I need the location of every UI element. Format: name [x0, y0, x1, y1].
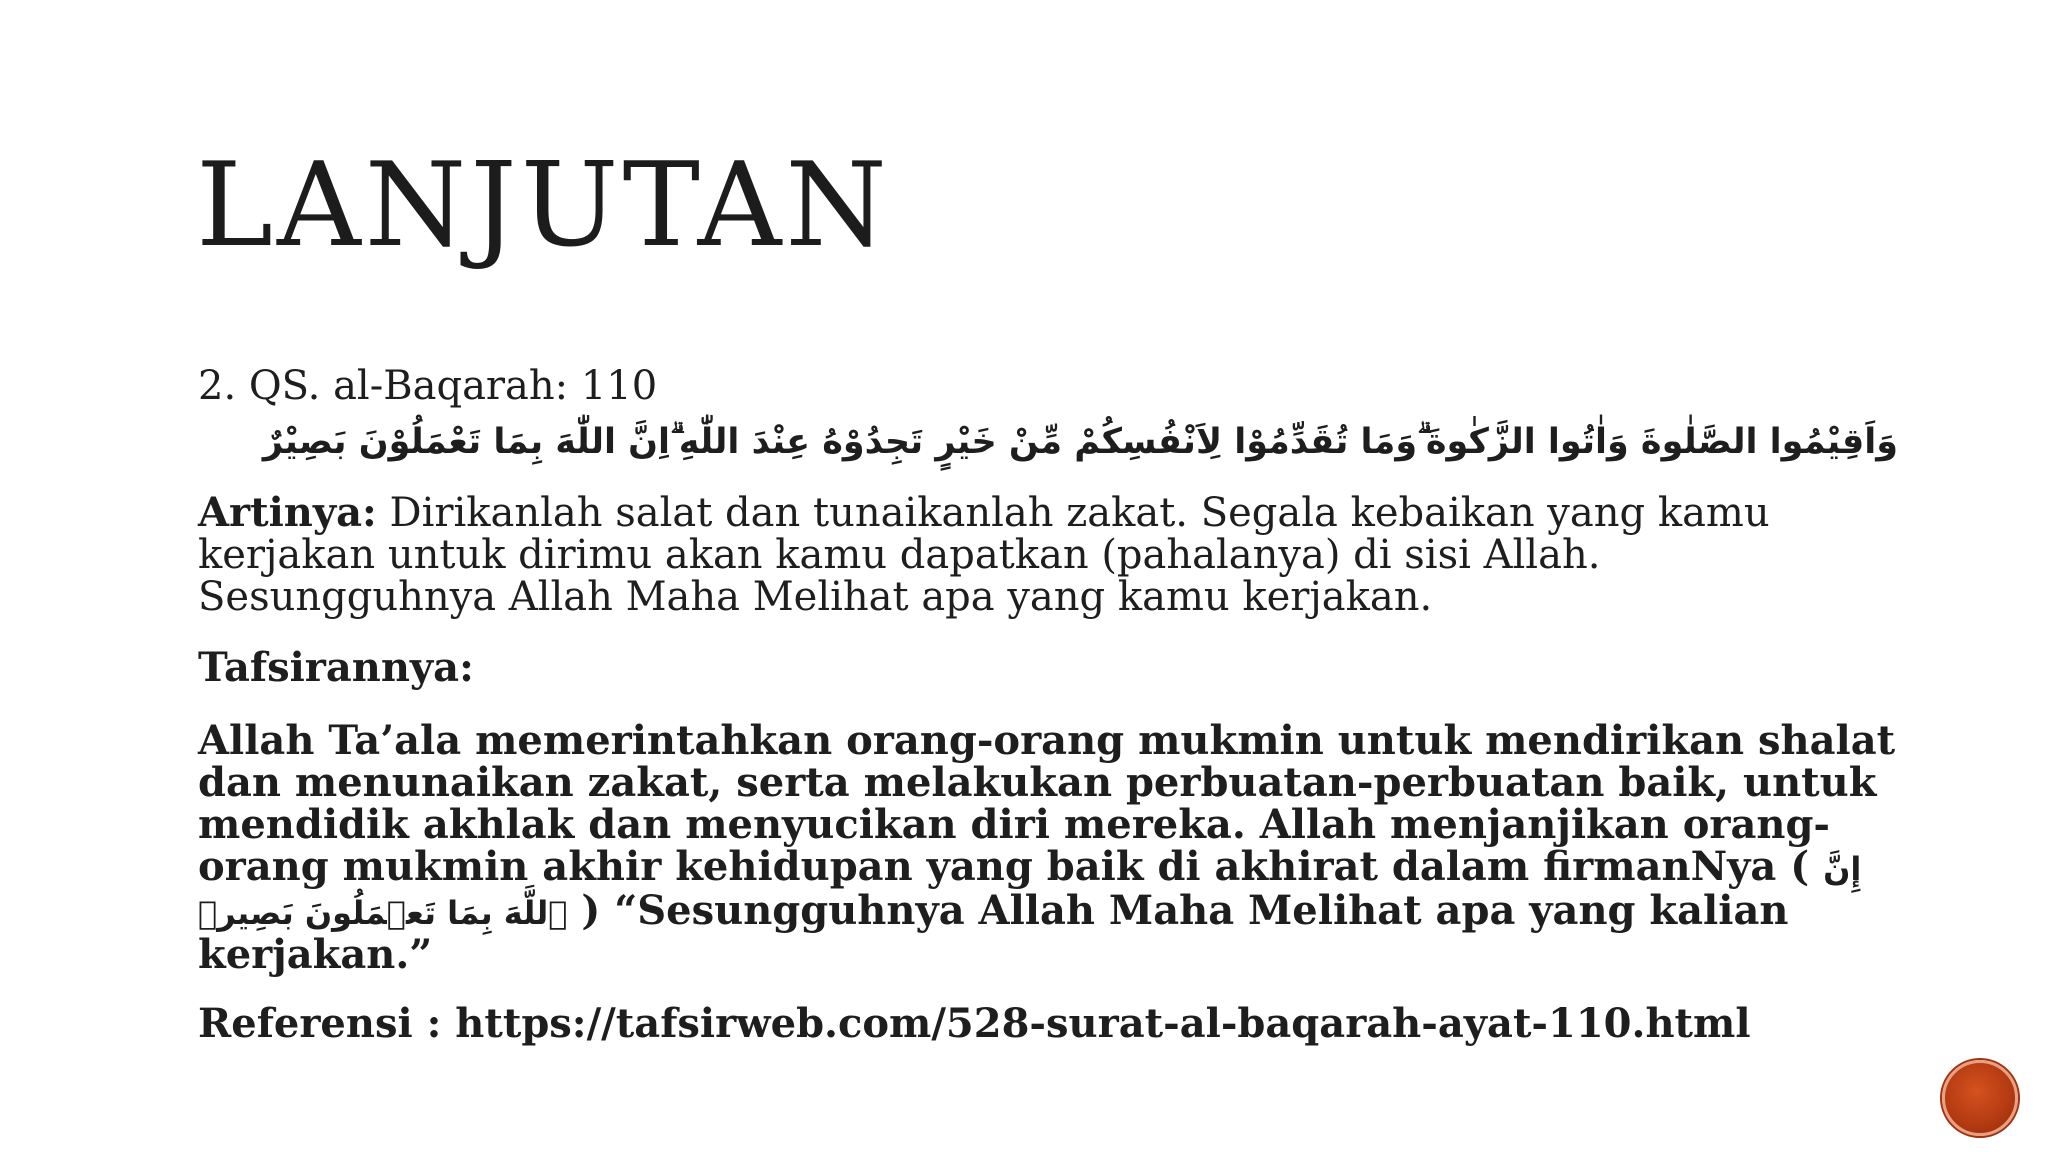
tafsir-arabic-quote: إِنَّ ٱللَّهَ بِمَا تَعۡمَلُونَ بَصِيرٞ	[198, 850, 1862, 932]
circle-nav-icon[interactable]	[1942, 1060, 2018, 1136]
arabic-verse: وَاَقِيْمُوا الصَّلٰوةَ وَاٰتُوا الزَّكٰوةَ ۗوَمَا تُقَدِّمُوْا لِاَنْفُسِكُمْ مِّنْ خَيْرٍ تَجِدُوْهُ عِنْدَ اللّٰهِ ۗاِنَّ اللّٰهَ بِمَا تَعْمَلُوْنَ بَصِيْرٌ	[262, 422, 1898, 462]
slide-content	[198, 362, 1898, 1046]
verse-reference: 2. QS. al-Baqarah: 110	[198, 363, 658, 409]
translation-text: Dirikanlah salat dan tunaikanlah zakat. Segala kebaikan yang kamu kerjakan untuk dirimu akan kamu dapatkan (pahalanya) di sisi Allah. Sesungguhnya Allah Maha Melihat apa yang kamu kerjakan.	[198, 490, 1770, 620]
translation	[198, 489, 1898, 620]
tafsir-text: Allah Ta’ala memerintahkan orang-orang mukmin untuk mendirikan shalat dan menunaikan zakat, serta melakukan perbuatan-perbuatan baik, untuk mendidik akhlak dan menyucikan diri mereka. Allah menjanjikan orang-orang mukmin akhir kehidupan yang baik di akhirat dalam firmanNya (	[198, 717, 1896, 890]
translation-label: Artinya:	[198, 489, 377, 536]
tafsir-body	[198, 717, 1898, 978]
slide-title: LANJUTAN	[196, 138, 891, 273]
reference-link[interactable]: Referensi : https://tafsirweb.com/528-surat-al-baqarah-ayat-110.html	[198, 1000, 1751, 1047]
tafsir-text-after: ) “Sesungguhnya Allah Maha Melihat apa yang kalian kerjakan.”	[198, 887, 1789, 978]
tafsir-heading: Tafsirannya:	[198, 644, 474, 691]
